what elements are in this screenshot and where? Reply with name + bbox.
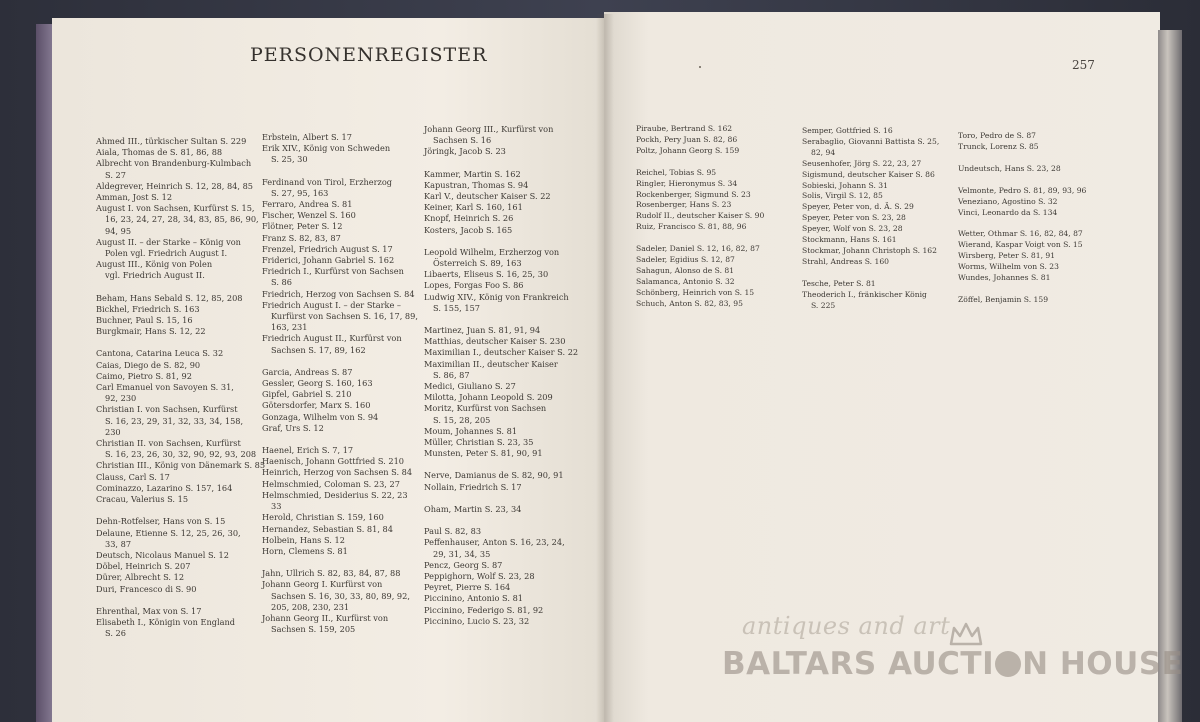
index-entry-continuation: S. 25, 30 (271, 154, 308, 165)
index-entry: Karl V., deutscher Kaiser S. 22 (424, 191, 551, 202)
index-entry: Rockenberger, Sigmund S. 23 (636, 189, 751, 199)
index-column-2 (262, 132, 422, 635)
index-entry-continuation: 94, 95 (105, 225, 132, 236)
index-entry-continuation: vgl. Friedrich August II. (105, 270, 205, 281)
index-entry: Tesche, Peter S. 81 (802, 278, 876, 288)
index-entry: Ehrenthal, Max von S. 17 (96, 605, 202, 616)
index-entry: Herold, Christian S. 159, 160 (262, 512, 384, 523)
index-entry: Undeutsch, Hans S. 23, 28 (958, 163, 1061, 173)
index-entry-continuation: S. 86, 87 (433, 369, 470, 380)
index-entry: Peyret, Pierre S. 164 (424, 582, 511, 593)
index-column-6 (958, 131, 1098, 306)
index-entry: Holbein, Hans S. 12 (262, 534, 345, 545)
index-entry: Semper, Gottfried S. 16 (802, 126, 893, 135)
index-entry: Ringler, Hieronymus S. 34 (636, 178, 738, 188)
letter-group-gap (958, 153, 1098, 164)
letter-group-gap (96, 595, 256, 606)
letter-group-gap (424, 158, 594, 169)
index-entry-continuation: S. 26 (105, 628, 126, 639)
index-entry: Stockmann, Hans S. 161 (802, 235, 897, 245)
index-entry: Gonzaga, Wilhelm von S. 94 (262, 411, 379, 422)
letter-group-gap (958, 284, 1098, 295)
letter-group-gap (262, 434, 422, 445)
index-entry: Schuch, Anton S. 82, 83, 95 (636, 298, 743, 308)
index-entry: Piccinino, Antonio S. 81 (424, 593, 523, 604)
index-entry: Elisabeth I., Königin von England (96, 616, 235, 627)
index-entry: Friderici, Johann Gabriel S. 162 (262, 255, 395, 266)
book-gutter (596, 14, 614, 722)
letter-group-gap (96, 282, 256, 293)
index-entry: Beham, Hans Sebald S. 12, 85, 208 (96, 292, 243, 303)
index-entry: Martinez, Juan S. 81, 91, 94 (424, 325, 541, 336)
watermark-tagline: antiques and art (742, 612, 951, 640)
index-entry-continuation: 16, 23, 24, 27, 28, 34, 83, 85, 86, 90, (105, 214, 259, 225)
letter-group-gap (262, 356, 422, 367)
index-entry: Serabaglio, Giovanni Battista S. 25, (802, 136, 940, 146)
watermark-brand-part2: N HOUSE (1022, 646, 1184, 682)
index-entry: Kammer, Martin S. 162 (424, 168, 521, 179)
index-entry: Ferdinand von Tirol, Erzherzog (262, 176, 393, 187)
index-entry: Dürer, Albrecht S. 12 (96, 572, 185, 583)
index-entry-continuation: S. 155, 157 (433, 302, 480, 313)
index-entry: Haenel, Erich S. 7, 17 (262, 445, 354, 456)
index-entry: Maximilian II., deutscher Kaiser (424, 358, 558, 369)
index-entry: Worms, Wilhelm von S. 23 (958, 262, 1059, 272)
index-entry: Döbel, Heinrich S. 207 (96, 561, 191, 572)
index-entry: Helmschmied, Coloman S. 23, 27 (262, 478, 400, 489)
index-entry: Rudolf II., deutscher Kaiser S. 90 (636, 211, 765, 221)
watermark-brand-part1: BALTARS AUCTI (722, 646, 995, 682)
index-entry-continuation: Kurfürst von Sachsen S. 16, 17, 89, (271, 311, 418, 322)
index-entry-continuation: S. 86 (271, 277, 292, 288)
index-entry-continuation: Sachsen S. 16 (433, 135, 492, 146)
index-entry: Hernandez, Sebastian S. 81, 84 (262, 523, 393, 534)
letter-group-gap (636, 233, 796, 244)
crown-icon (948, 622, 984, 648)
index-entry: Theoderich I., fränkischer König (802, 289, 927, 299)
index-entry: Christian I. von Sachsen, Kurfürst (96, 404, 238, 415)
index-entry: Sadeler, Daniel S. 12, 16, 82, 87 (636, 244, 760, 254)
index-entry: Piccinino, Lucio S. 23, 32 (424, 615, 530, 626)
index-column-1 (96, 136, 266, 639)
index-entry: Garcia, Andreas S. 87 (262, 366, 353, 377)
index-entry: Cracau, Valerius S. 15 (96, 494, 189, 505)
watermark-o-glyph (995, 651, 1021, 677)
index-entry: Helmschmied, Desiderius S. 22, 23 (262, 489, 408, 500)
index-entry: Flötner, Peter S. 12 (262, 221, 343, 232)
index-entry: Sobieski, Johann S. 31 (802, 180, 888, 190)
index-entry: Christian III., König von Dänemark S. 85 (96, 460, 266, 471)
letter-group-gap (958, 218, 1098, 229)
index-entry: Leopold Wilhelm, Erzherzog von (424, 246, 560, 257)
index-entry: Wirsberg, Peter S. 81, 91 (958, 251, 1056, 261)
letter-group-gap (96, 505, 256, 516)
index-entry-continuation: 92, 230 (105, 393, 137, 404)
index-entry: Duri, Francesco di S. 90 (96, 583, 197, 594)
index-entry: Maximilian I., deutscher Kaiser S. 22 (424, 347, 579, 358)
index-entry-continuation: S. 16, 23, 29, 31, 32, 33, 34, 158, (105, 415, 244, 426)
index-entry: Cominazzo, Lazarino S. 157, 164 (96, 482, 233, 493)
index-entry: Reichel, Tobias S. 95 (636, 167, 717, 177)
index-entry: Müller, Christian S. 23, 35 (424, 437, 534, 448)
index-entry: Vinci, Leonardo da S. 134 (958, 207, 1058, 217)
index-entry-continuation: Sachsen S. 159, 205 (271, 624, 356, 635)
index-entry: Lopes, Forgas Foo S. 86 (424, 280, 524, 291)
index-entry: Christian II. von Sachsen, Kurfürst (96, 438, 241, 449)
index-entry: Jahn, Ullrich S. 82, 83, 84, 87, 88 (262, 568, 401, 579)
index-entry-continuation: 163, 231 (271, 322, 308, 333)
index-entry: Speyer, Peter von S. 23, 28 (802, 213, 906, 223)
index-entry: Medici, Giuliano S. 27 (424, 381, 516, 392)
index-entry: Moum, Johannes S. 81 (424, 425, 518, 436)
index-entry: Pencz, Georg S. 87 (424, 559, 503, 570)
index-entry: Sigismund, deutscher Kaiser S. 86 (802, 169, 935, 179)
index-entry: Caias, Diego de S. 82, 90 (96, 359, 201, 370)
index-entry: Burgkmair, Hans S. 12, 22 (96, 326, 206, 337)
index-entry: Wundes, Johannes S. 81 (958, 273, 1051, 283)
index-entry: Aiala, Thomas de S. 81, 86, 88 (96, 147, 223, 158)
index-entry: Friedrich August II., Kurfürst von (262, 333, 402, 344)
index-entry: Jöringk, Jacob S. 23 (424, 146, 506, 157)
index-entry: Piraube, Bertrand S. 162 (636, 124, 733, 133)
index-entry: Wierand, Kaspar Voigt von S. 15 (958, 240, 1083, 250)
index-entry: Götersdorfer, Marx S. 160 (262, 400, 371, 411)
index-entry: Moritz, Kurfürst von Sachsen (424, 403, 547, 414)
index-entry: Munsten, Peter S. 81, 90, 91 (424, 448, 543, 459)
index-entry: Ludwig XIV., König von Frankreich (424, 291, 569, 302)
index-entry: Gessler, Georg S. 160, 163 (262, 378, 373, 389)
letter-group-gap (424, 515, 594, 526)
letter-group-gap (96, 337, 256, 348)
index-entry: August III., König von Polen (96, 259, 213, 270)
index-entry: Keiner, Karl S. 160, 161 (424, 202, 523, 213)
index-entry-continuation: Österreich S. 89, 163 (433, 258, 522, 269)
index-entry: Piccinino, Federigo S. 81, 92 (424, 604, 544, 615)
index-entry: Caimo, Pietro S. 81, 92 (96, 370, 192, 381)
index-entry: Albrecht von Brandenburg-Kulmbach (96, 158, 252, 169)
index-entry-continuation: 29, 31, 34, 35 (433, 548, 491, 559)
index-entry: Nerve, Damianus de S. 82, 90, 91 (424, 470, 564, 481)
index-column-5 (802, 126, 952, 312)
index-column-3 (424, 124, 594, 627)
index-entry: Wetter, Othmar S. 16, 82, 84, 87 (958, 229, 1083, 239)
letter-group-gap (424, 314, 594, 325)
index-entry: Oham, Martin S. 23, 34 (424, 503, 522, 514)
index-entry-continuation: S. 225 (811, 300, 836, 310)
index-entry-continuation: 230 (105, 426, 121, 437)
index-entry-continuation: S. 27 (105, 169, 126, 180)
index-entry: Erik XIV., König von Schweden (262, 143, 391, 154)
letter-group-gap (424, 493, 594, 504)
watermark (722, 606, 1184, 696)
index-entry: Speyer, Peter von, d. Ä. S. 29 (802, 202, 914, 212)
letter-group-gap (262, 557, 422, 568)
index-entry: Poltz, Johann Georg S. 159 (636, 145, 740, 155)
index-entry: Matthias, deutscher Kaiser S. 230 (424, 336, 566, 347)
index-entry: Johann Georg III., Kurfürst von (424, 124, 554, 134)
index-entry: Carl Emanuel von Savoyen S. 31, (96, 382, 234, 393)
index-entry: Sadeler, Egidius S. 12, 87 (636, 255, 735, 265)
letter-group-gap (424, 236, 594, 247)
index-entry: Graf, Urs S. 12 (262, 422, 324, 433)
index-entry-continuation: S. 27, 95, 163 (271, 187, 329, 198)
index-entry: August I. von Sachsen, Kurfürst S. 15, (96, 203, 255, 214)
watermark-brand (722, 646, 1183, 682)
index-entry: Johann Georg II., Kurfürst von (262, 612, 389, 623)
index-entry: Horn, Clemens S. 81 (262, 545, 348, 556)
index-entry: Strahl, Andreas S. 160 (802, 256, 890, 266)
index-entry: Paul S. 82, 83 (424, 526, 482, 537)
index-entry: Deutsch, Nicolaus Manuel S. 12 (96, 549, 229, 560)
index-entry: Knopf, Heinrich S. 26 (424, 213, 514, 224)
index-entry-continuation: Sachsen S. 16, 30, 33, 80, 89, 92, (271, 590, 410, 601)
index-entry: Buchner, Paul S. 15, 16 (96, 315, 193, 326)
index-entry: Schönberg, Heinrich von S. 15 (636, 287, 755, 297)
index-entry: Erbstein, Albert S. 17 (262, 132, 352, 142)
index-entry: Franz S. 82, 83, 87 (262, 232, 341, 243)
index-entry-continuation: S. 15, 28, 205 (433, 414, 491, 425)
index-entry: Ruiz, Francisco S. 81, 88, 96 (636, 222, 747, 232)
index-column-4 (636, 124, 796, 310)
index-entry: Dehn-Rotfelser, Hans von S. 15 (96, 516, 226, 527)
letter-group-gap (802, 268, 952, 279)
index-entry: Trunck, Lorenz S. 85 (958, 141, 1039, 151)
index-entry: Seusenhofer, Jörg S. 22, 23, 27 (802, 158, 922, 168)
index-entry: Milotta, Johann Leopold S. 209 (424, 392, 553, 403)
index-entry: Kosters, Jacob S. 165 (424, 224, 513, 235)
index-entry: Stockmar, Johann Christoph S. 162 (802, 245, 937, 255)
index-entry: Pockh, Pery Juan S. 82, 86 (636, 134, 738, 144)
index-entry: Toro, Pedro de S. 87 (958, 131, 1037, 140)
index-entry: Libaerts, Eliseus S. 16, 25, 30 (424, 269, 549, 280)
letter-group-gap (262, 166, 422, 177)
index-entry-continuation: S. 16, 23, 26, 30, 32, 90, 92, 93, 208 (105, 449, 257, 460)
index-entry: Gipfel, Gabriel S. 210 (262, 389, 352, 400)
index-entry: Rosenberger, Hans S. 23 (636, 200, 732, 210)
index-entry-continuation: 33, 87 (105, 538, 132, 549)
index-entry-continuation: 33 (271, 501, 282, 512)
index-entry: Haenisch, Johann Gottfried S. 210 (262, 456, 404, 467)
index-entry: Cantona, Catarina Leuca S. 32 (96, 348, 224, 359)
index-entry: Zöffel, Benjamin S. 159 (958, 294, 1049, 304)
page-number: 257 (1072, 58, 1095, 72)
index-entry: Clauss, Carl S. 17 (96, 471, 170, 482)
index-entry: Aldegrever, Heinrich S. 12, 28, 84, 85 (96, 180, 253, 191)
index-entry: Fischer, Wenzel S. 160 (262, 210, 356, 221)
index-entry: Speyer, Wolf von S. 23, 28 (802, 224, 903, 234)
index-entry: Friedrich I., Kurfürst von Sachsen (262, 266, 404, 277)
index-entry: Johann Georg I. Kurfürst von (262, 579, 383, 590)
index-entry: Sahagun, Alonso de S. 81 (636, 265, 735, 275)
index-entry: Veneziano, Agostino S. 32 (958, 196, 1058, 206)
index-entry: Kapustran, Thomas S. 94 (424, 179, 529, 190)
index-entry: Nollain, Friedrich S. 17 (424, 481, 522, 492)
index-entry: August II. – der Starke – König von (96, 236, 241, 247)
index-entry: Velmonte, Pedro S. 81, 89, 93, 96 (958, 185, 1087, 195)
letter-group-gap (958, 175, 1098, 186)
index-entry: Peffenhauser, Anton S. 16, 23, 24, (424, 537, 565, 548)
index-entry: Delaune, Etienne S. 12, 25, 26, 30, (96, 527, 241, 538)
letter-group-gap (424, 459, 594, 470)
index-entry: Peppighorn, Wolf S. 23, 28 (424, 570, 535, 581)
index-entry: Amman, Jost S. 12 (96, 192, 173, 203)
index-entry: Solis, Virgil S. 12, 85 (802, 191, 883, 201)
print-speck (699, 66, 701, 68)
index-entry-continuation: Polen vgl. Friedrich August I. (105, 248, 228, 259)
index-entry: Ferraro, Andrea S. 81 (262, 199, 353, 210)
letter-group-gap (636, 157, 796, 168)
index-entry: Bickhel, Friedrich S. 163 (96, 303, 200, 314)
index-entry: Friedrich, Herzog von Sachsen S. 84 (262, 288, 415, 299)
index-entry-continuation: 82, 94 (811, 147, 836, 157)
index-entry: Frenzel, Friedrich August S. 17 (262, 243, 393, 254)
page-stack-edge (1158, 30, 1182, 722)
index-entry: Heinrich, Herzog von Sachsen S. 84 (262, 467, 413, 478)
index-entry-continuation: 205, 208, 230, 231 (271, 601, 350, 612)
page-title: PERSONENREGISTER (250, 44, 488, 66)
index-entry: Friedrich August I. – der Starke – (262, 299, 402, 310)
index-entry: Salamanca, Antonio S. 32 (636, 276, 735, 286)
index-entry-continuation: Sachsen S. 17, 89, 162 (271, 344, 366, 355)
index-entry: Ahmed III., türkischer Sultan S. 229 (96, 136, 247, 146)
